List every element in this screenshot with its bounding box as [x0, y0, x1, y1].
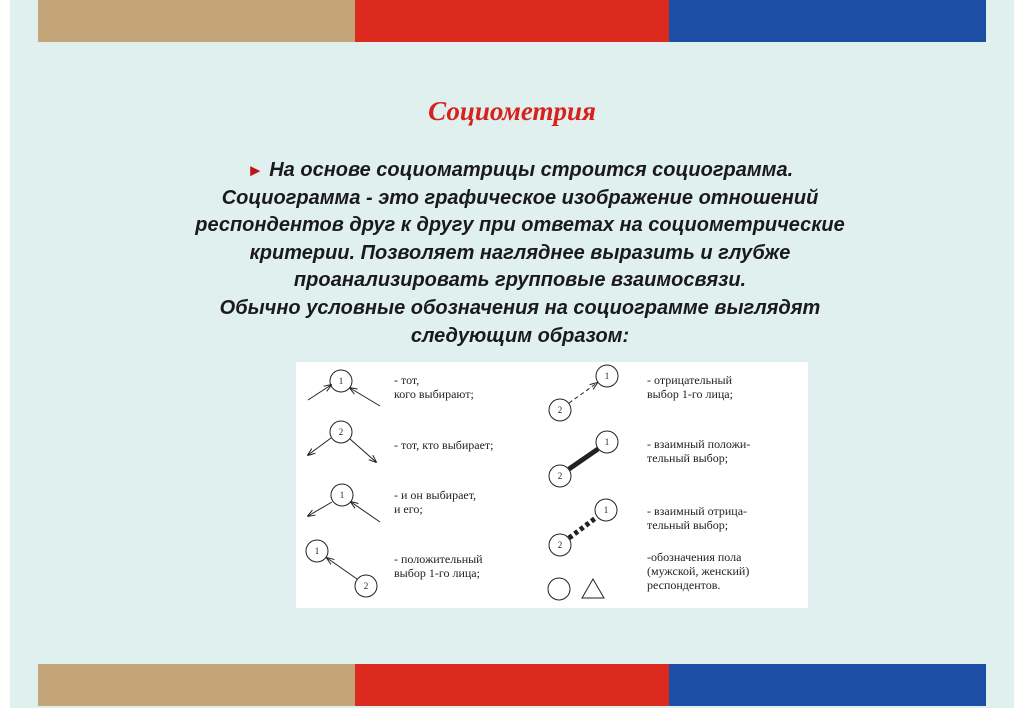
- gender-shapes-symbol: [548, 578, 604, 600]
- legend-text-5: - отрицательный выбор 1-го лица;: [647, 373, 733, 401]
- node-label: 1: [603, 505, 609, 515]
- slide-body: [0, 157, 1024, 350]
- body-line-7: следующим образом:: [410, 324, 630, 347]
- legend-text-8: -обозначения пола (мужской, женский) респондентов.: [647, 550, 750, 592]
- sociogram-legend-figure: [296, 362, 808, 608]
- node-label: 2: [338, 427, 344, 437]
- body-line-3: респондентов друг к другу при ответах на социометрические: [195, 214, 845, 237]
- slide-title: Социометрия: [428, 96, 596, 126]
- legend-text-7: - взаимный отрица- тельный выбор;: [647, 504, 748, 532]
- bullet-icon: ►: [246, 161, 264, 180]
- legend-text-6: - взаимный положи- тельный выбор;: [647, 437, 751, 465]
- body-line-4: критерии. Позволяет нагляднее выразить и глубже: [249, 241, 791, 264]
- stripe-blue: [669, 0, 986, 42]
- body-line-5: проанализировать групповые взаимосвязи.: [293, 269, 747, 292]
- body-line-2: Социограмма - это графическое изображение отношений: [221, 186, 819, 209]
- body-line-1: ► На основе социоматрицы строится социограмма.: [246, 159, 794, 181]
- node-label: 1: [604, 437, 610, 447]
- legend-text-2: - тот, кто выбирает;: [394, 438, 494, 452]
- bottom-stripe: [38, 664, 986, 706]
- legend-text-4: - положительный выбор 1-го лица;: [394, 552, 483, 580]
- incoming-choice-symbol: [308, 370, 380, 406]
- stripe-blue: [669, 664, 986, 706]
- stripe-tan: [38, 0, 355, 42]
- node-label: 2: [363, 581, 369, 591]
- stripe-red: [355, 664, 669, 706]
- legend-text-1: - тот, кого выбирают;: [394, 373, 474, 401]
- stripe-red: [355, 0, 669, 42]
- stripe-tan: [38, 664, 355, 706]
- node-label: 1: [338, 376, 344, 386]
- node-label: 1: [604, 371, 610, 381]
- node-label: 1: [339, 490, 345, 500]
- node-label: 2: [557, 540, 563, 550]
- node-label: 2: [557, 471, 563, 481]
- node-label: 1: [314, 546, 320, 556]
- legend-text-3: - и он выбирает, и его;: [394, 488, 477, 516]
- top-stripe: [38, 0, 986, 42]
- node-label: 2: [557, 405, 563, 415]
- body-line-6: Обычно условные обозначения на социограмме выглядят: [219, 296, 821, 319]
